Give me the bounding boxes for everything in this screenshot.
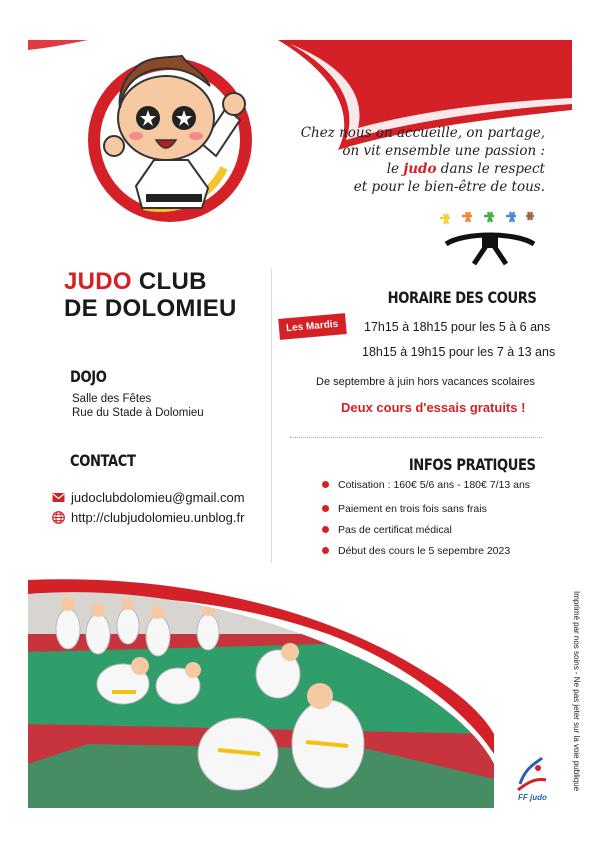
section-separator (290, 437, 542, 438)
email-icon (52, 491, 65, 504)
contact-email[interactable]: judoclubdolomieu@gmail.com (71, 490, 245, 505)
ff-judo-logo (512, 756, 552, 802)
schedule-slot-2: 18h15 à 19h15 pour les 7 à 13 ans (362, 345, 556, 359)
bullet-icon (322, 505, 329, 512)
info-item-text: Début des cours le 5 sepembre 2023 (338, 544, 511, 557)
club-title-judo: JUDO (64, 268, 132, 295)
schedule-slot-1: 17h15 à 18h15 pour les 5 à 6 ans (364, 320, 551, 334)
contact-heading: CONTACT (70, 451, 136, 470)
free-trial-note: Deux cours d'essais gratuits ! (341, 400, 526, 415)
info-item-text: Cotisation : 160€ 5/6 ans - 180€ 7/13 ans (338, 478, 531, 491)
list-item (322, 498, 562, 519)
globe-icon (52, 511, 65, 524)
club-title (64, 268, 237, 322)
day-tag-badge: Les Mardis (278, 313, 347, 340)
horaire-heading: HORAIRE DES COURS (387, 288, 536, 307)
club-motto (300, 124, 545, 196)
bullet-icon (322, 526, 329, 533)
bullet-icon (322, 547, 329, 554)
motto-line-4: et pour le bien-être de tous. (353, 179, 545, 195)
contact-website[interactable]: http://clubjudolomieu.unblog.fr (71, 510, 245, 525)
motto-line-3-post: dans le respect (440, 161, 545, 177)
dojo-address-line-2: Rue du Stade à Dolomieu (72, 407, 204, 419)
contact-website-row[interactable] (52, 510, 244, 525)
infos-heading: INFOS PRATIQUES (409, 455, 536, 474)
info-item-text: Pas de certificat médical (338, 523, 452, 536)
motto-line-1: Chez nous on accueille, on partage, (300, 125, 545, 141)
vertical-divider (271, 268, 272, 563)
dojo-address (72, 392, 204, 420)
club-title-line-2: DE DOLOMIEU (64, 295, 237, 322)
motto-judo-word: judo (403, 161, 437, 177)
motto-line-3-pre: le (386, 161, 400, 177)
infos-list (322, 474, 562, 561)
list-item (322, 540, 562, 561)
contact-email-row[interactable] (52, 490, 245, 505)
list-item (322, 474, 562, 495)
motto-line-2: on vit ensemble une passion : (342, 143, 545, 159)
ff-judo-text: FF judo (518, 793, 547, 802)
bullet-icon (322, 481, 329, 488)
print-note (560, 591, 580, 811)
season-note: De septembre à juin hors vacances scolaires (316, 376, 535, 388)
info-item-text: Paiement en trois fois sans frais (338, 502, 487, 515)
list-item (322, 519, 562, 540)
black-belt-icon (444, 226, 536, 266)
dojo-address-line-1: Salle des Fêtes (72, 393, 152, 405)
judo-mascot-logo (84, 48, 256, 224)
print-note-text: Imprimé par nos soins - Ne pas jeter sur la voie publique (572, 591, 581, 792)
club-title-club: CLUB (131, 268, 207, 295)
club-title-line-1 (64, 268, 237, 295)
motto-line-3 (300, 160, 545, 178)
dojo-heading: DOJO (70, 367, 107, 386)
judo-class-photo (28, 574, 494, 808)
